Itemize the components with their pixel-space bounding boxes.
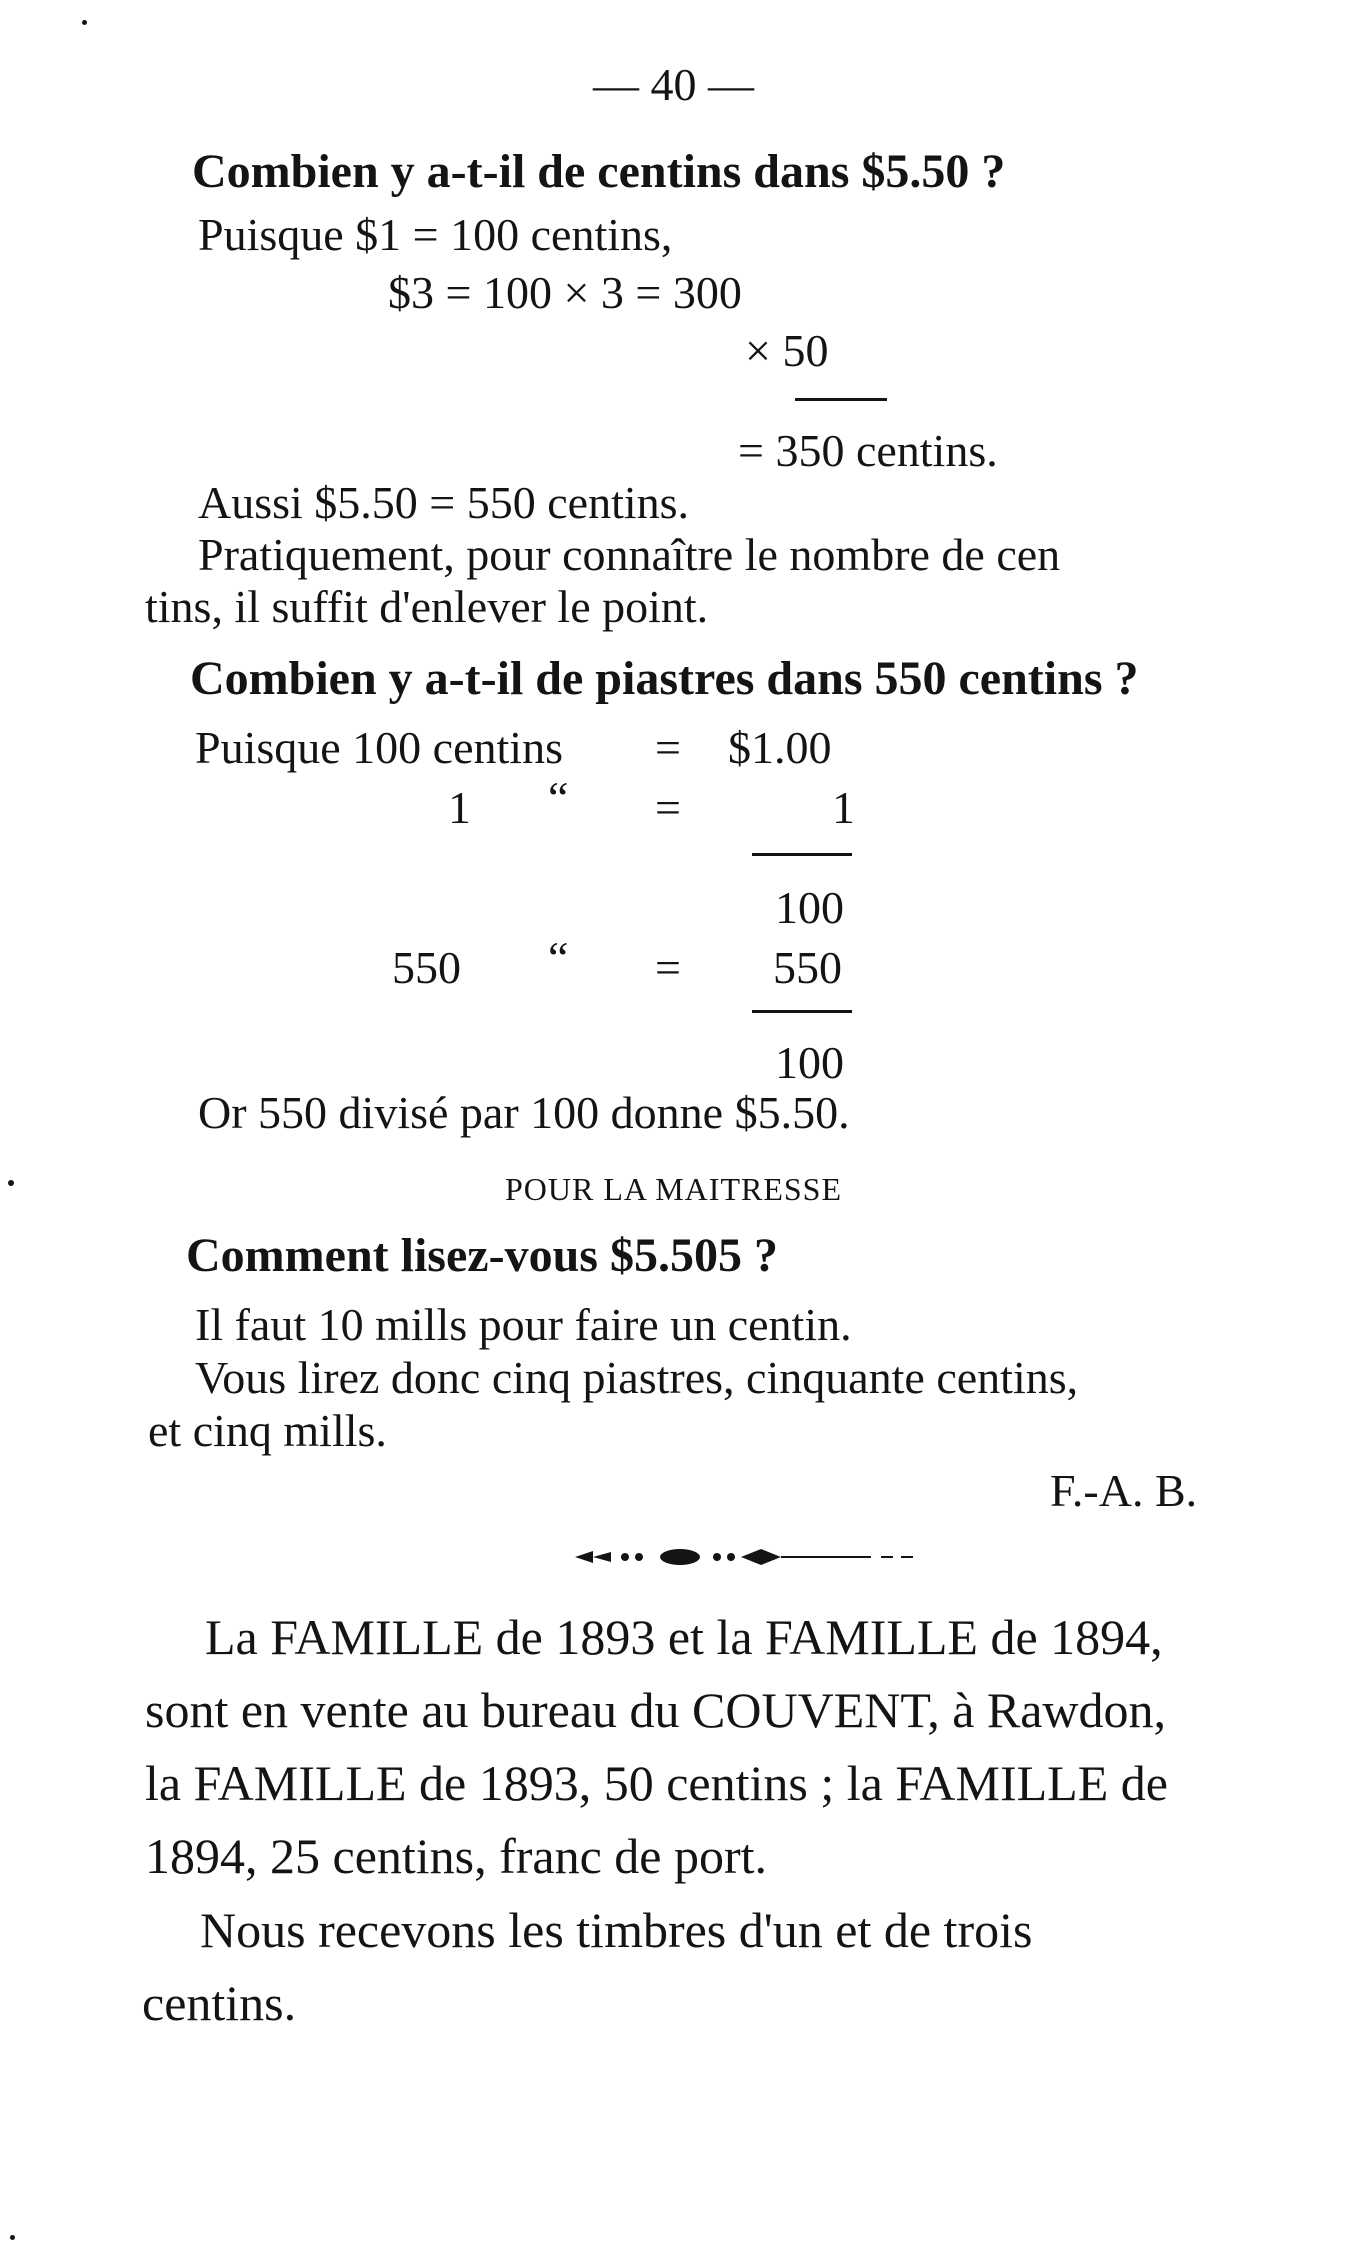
q1-line-4: = 350 centins.: [738, 425, 998, 476]
q1-line-5: Aussi $5.50 = 550 centins.: [198, 477, 690, 528]
q1-rule: [795, 398, 887, 401]
q3-line-2: Vous lirez donc cinq piastres, cinquante centins,: [195, 1352, 1079, 1403]
q2-conclusion: Or 550 divisé par 100 donne $5.50.: [198, 1087, 850, 1138]
question-heading-1: Combien y a-t-il de centins dans $5.50 ?: [192, 145, 1006, 198]
notice-line-5: Nous recevons les timbres d'un et de trois: [200, 1902, 1033, 1958]
q1-line-1: Puisque $1 = 100 centins,: [198, 209, 673, 260]
signature: F.-A. B.: [1050, 1465, 1198, 1516]
question-heading-3: Comment lisez-vous $5.505 ?: [186, 1229, 778, 1282]
q3-line-1: Il faut 10 mills pour faire un centin.: [195, 1299, 852, 1350]
q2-fraction-rule-2: [752, 1010, 852, 1013]
q2-row1-eq: =: [655, 722, 681, 773]
teacher-label: POUR LA MAITRESSE: [504, 1171, 843, 1207]
scan-speck: [82, 20, 87, 25]
q2-row2-eq: =: [655, 782, 681, 833]
q1-line-6: Pratiquement, pour connaître le nombre de cen: [198, 529, 1061, 580]
q2-row2-ditto: “: [548, 772, 569, 823]
q2-row3-numerator: 550: [773, 942, 842, 993]
q2-row3-left: 550: [392, 942, 461, 993]
q2-row3-denominator: 100: [775, 1037, 844, 1088]
q2-row2-left: 1: [448, 782, 471, 833]
notice-line-6: centins.: [142, 1975, 297, 2031]
q2-row2-denominator: 100: [775, 882, 844, 933]
q2-row1-left: Puisque 100 centins: [195, 722, 563, 773]
q1-line-2: $3 = 100 × 3 = 300: [388, 267, 742, 318]
notice-line-4: 1894, 25 centins, franc de port.: [145, 1828, 768, 1884]
page-number: — 40 —: [593, 59, 754, 110]
q3-line-3: et cinq mills.: [148, 1405, 387, 1456]
q2-row3-eq: =: [655, 942, 681, 993]
q2-fraction-rule-1: [752, 853, 852, 856]
q1-line-3: × 50: [745, 325, 829, 376]
notice-line-3: la FAMILLE de 1893, 50 centins ; la FAMILLE de: [145, 1755, 1168, 1811]
q2-row1-right: $1.00: [728, 722, 832, 773]
scan-speck: [8, 1180, 14, 1186]
question-heading-2: Combien y a-t-il de piastres dans 550 centins ?: [190, 652, 1139, 705]
notice-line-1: La FAMILLE de 1893 et la FAMILLE de 1894,: [205, 1609, 1163, 1665]
q2-row3-ditto: “: [548, 932, 569, 983]
notice-line-2: sont en vente au bureau du COUVENT, à Rawdon,: [145, 1682, 1167, 1738]
ornament-divider: [575, 1542, 975, 1572]
scan-speck: [10, 2235, 15, 2240]
q2-row2-numerator: 1: [832, 782, 855, 833]
q1-line-7: tins, il suffit d'enlever le point.: [145, 581, 709, 632]
